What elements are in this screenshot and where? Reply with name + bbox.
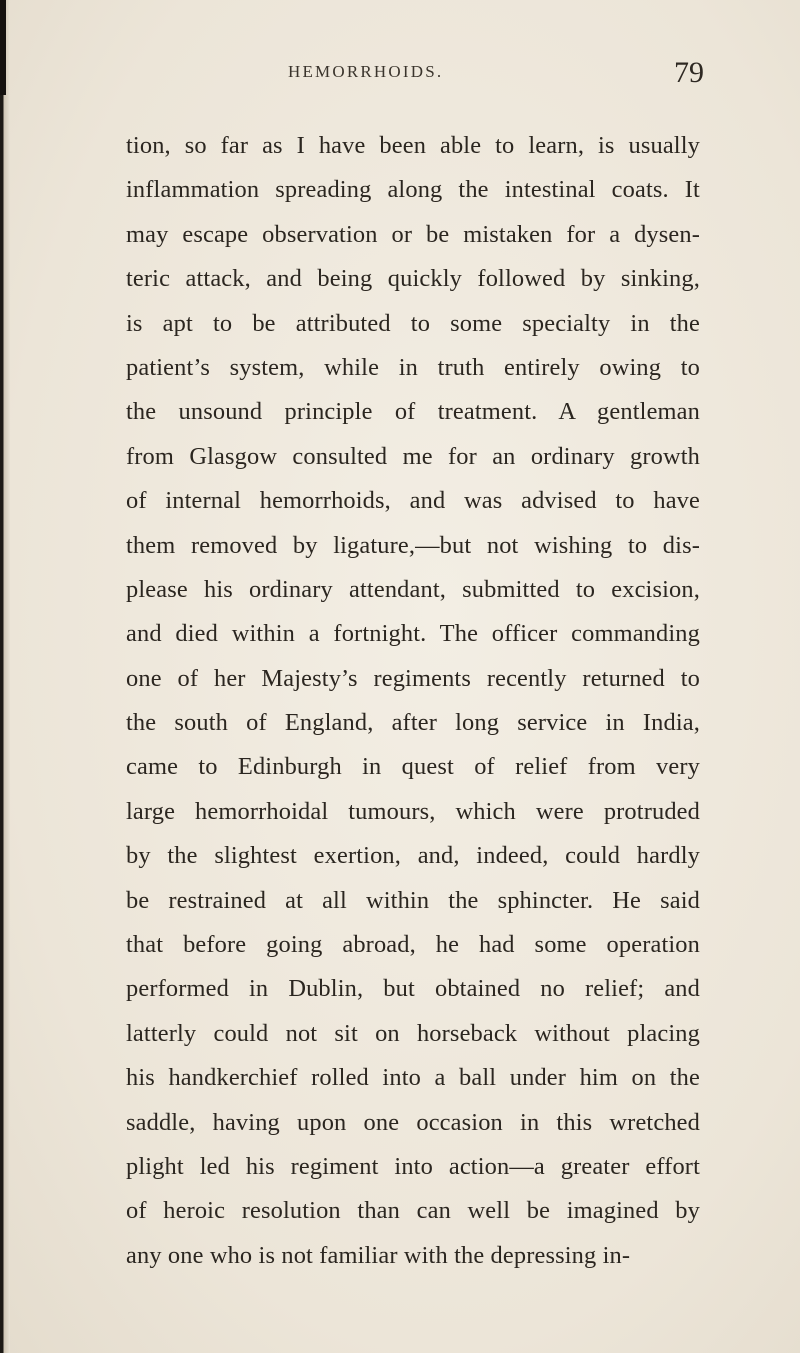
page-number: 79 (674, 56, 704, 89)
text-line: is apt to be attributed to some specialty in the (126, 309, 700, 337)
page-gutter-shadow (0, 0, 10, 1353)
text-line: teric attack, and being quickly followed by sinking, (126, 265, 700, 293)
text-line: tion, so far as I have been able to learn, is usually (126, 132, 700, 159)
text-line: and died within a fortnight. The officer commanding (126, 620, 700, 648)
text-line: the unsound principle of treatment. A gentleman (126, 398, 700, 426)
text-line: be restrained at all within the sphincter. He said (126, 886, 700, 914)
text-line: came to Edinburgh in quest of relief from very (126, 753, 700, 781)
body-text (126, 124, 700, 1278)
text-line: any one who is not familiar with the depressing in- (126, 1241, 631, 1269)
running-head (0, 58, 800, 98)
text-line: saddle, having upon one occasion in this wretched (126, 1108, 700, 1136)
text-line: his handkerchief rolled into a ball under him on the (126, 1064, 700, 1092)
text-line: the south of England, after long service in India, (126, 709, 700, 737)
text-line: plight led his regiment into action—a greater effort (126, 1152, 700, 1180)
text-line: one of her Majesty’s regiments recently returned to (126, 664, 700, 692)
text-line: performed in Dublin, but obtained no relief; and (126, 975, 700, 1003)
text-line: that before going abroad, he had some operation (126, 931, 700, 959)
text-line: large hemorrhoidal tumours, which were protruded (126, 797, 700, 825)
running-title: HEMORRHOIDS. (288, 62, 444, 81)
text-line: them removed by ligature,—but not wishing to dis- (126, 531, 700, 559)
text-line: inflammation spreading along the intestinal coats. It (126, 176, 700, 204)
text-line: of heroic resolution than can well be imagined by (126, 1197, 700, 1225)
text-line: by the slightest exertion, and, indeed, could hardly (126, 842, 700, 870)
text-line: of internal hemorrhoids, and was advised to have (126, 487, 700, 515)
text-line: from Glasgow consulted me for an ordinary growth (126, 442, 700, 470)
text-line: may escape observation or be mistaken for a dysen- (126, 220, 700, 248)
text-line: please his ordinary attendant, submitted to excision, (126, 575, 700, 603)
text-line: latterly could not sit on horseback without placing (126, 1019, 700, 1047)
text-line: patient’s system, while in truth entirely owing to (126, 353, 700, 381)
